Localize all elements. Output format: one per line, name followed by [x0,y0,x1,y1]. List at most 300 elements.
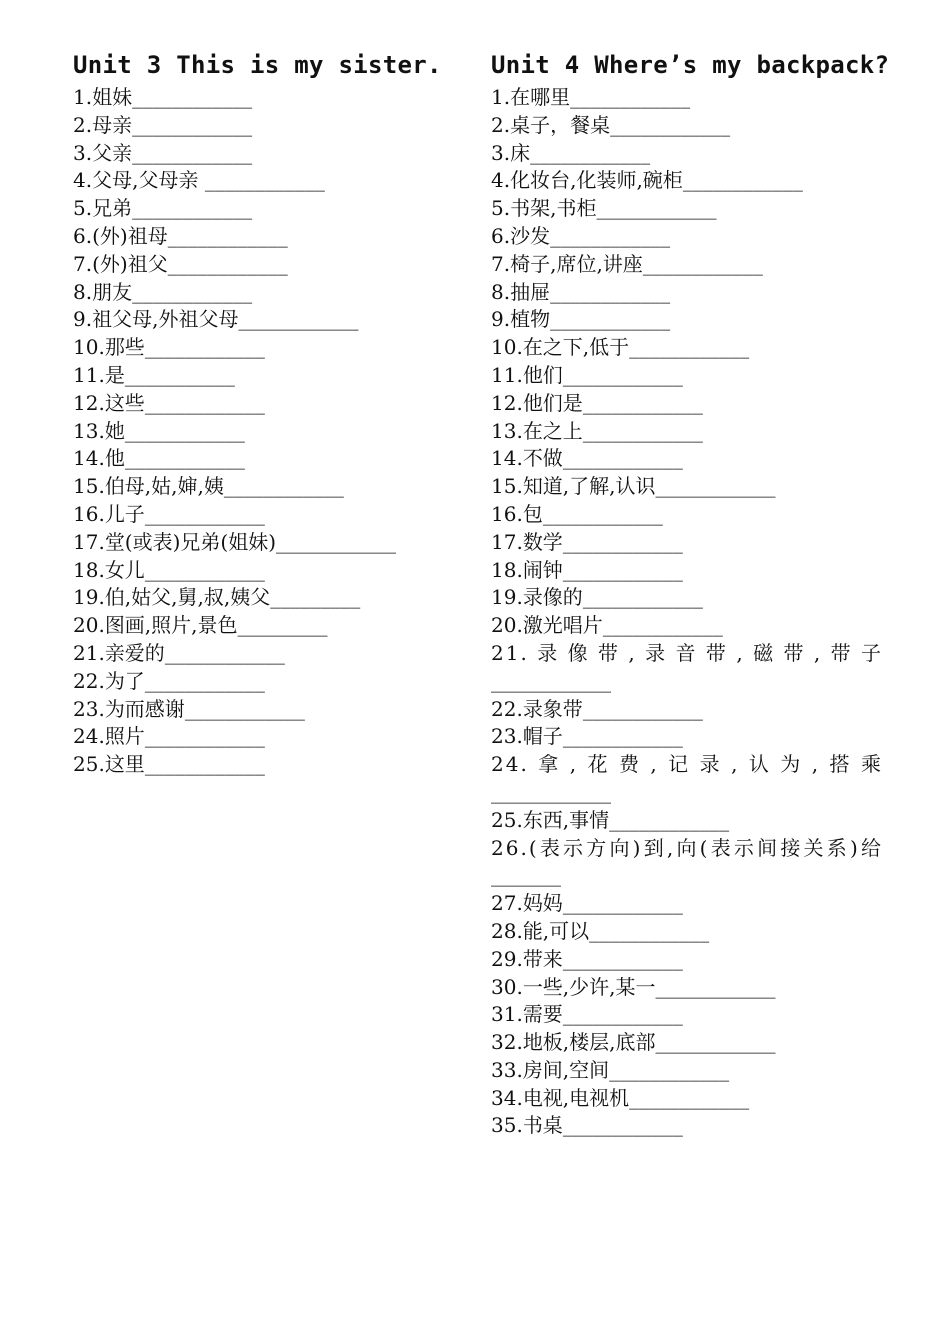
answer-blank[interactable]: ____________ [132,196,253,221]
answer-blank[interactable]: ____________ [238,307,359,332]
vocab-item [491,835,883,891]
vocab-term [73,113,132,137]
answer-blank[interactable]: ____________ [124,446,245,471]
item-number: 3. [491,140,511,165]
term-text: 房间,空间 [522,1057,610,1082]
answer-blank[interactable]: ____________ [132,140,253,165]
vocab-item [491,1029,883,1057]
vocab-term [491,641,883,665]
vocab-item [73,640,463,668]
answer-blank[interactable]: ____________ [132,279,253,304]
item-number: 18. [73,557,105,582]
term-text: 需要 [522,1002,563,1027]
vocab-item [73,584,463,612]
vocab-term [491,836,883,860]
vocab-term [491,1113,563,1137]
vocab-term [491,474,656,498]
item-number: 25. [491,807,523,832]
vocab-item [73,751,463,779]
term-text: 数学 [522,529,563,554]
item-number: 7. [491,251,511,276]
vocab-term [73,502,145,526]
answer-blank[interactable]: ____________ [144,557,265,582]
item-number: 16. [491,501,523,526]
vocab-item [491,418,883,446]
vocab-term [73,85,132,109]
answer-blank[interactable]: ____________ [550,279,671,304]
answer-blank[interactable]: ____________ [582,585,703,610]
vocab-term [73,168,205,192]
vocab-item [491,279,883,307]
term-text: 伯,姑父,舅,叔,姨父 [104,585,271,610]
vocab-item [491,918,883,946]
answer-blank[interactable]: _________ [270,585,361,610]
item-number: 2. [491,112,511,137]
term-text: 为了 [104,668,145,693]
term-text: 姐妹 [92,85,133,109]
answer-blank[interactable]: ____________ [144,335,265,360]
vocab-term [491,113,610,137]
answer-blank[interactable]: ____________ [629,335,750,360]
item-number: 17. [491,529,523,554]
term-text: 朋友 [92,279,133,304]
term-text: (外)祖母 [92,223,168,248]
answer-blank[interactable]: ____________ [570,85,691,109]
vocab-item [491,1112,883,1140]
term-text: 包 [522,501,543,526]
vocab-term [491,919,589,943]
item-number: 4. [73,168,93,193]
term-text: 激光唱片 [522,613,603,638]
vocab-item [491,557,883,585]
term-text: 闹钟 [522,557,563,582]
vocab-item [491,390,883,418]
vocab-item [491,696,883,724]
vocab-item [491,473,883,501]
vocab-item [73,251,463,279]
unit-3-title: Unit 3 This is my sister. [73,51,442,79]
vocab-item [491,140,883,168]
vocab-term [73,752,145,776]
vocab-item [491,529,883,557]
term-text: 父亲 [92,140,133,165]
vocab-item [491,362,883,390]
vocab-item [73,696,463,724]
term-text: 带来 [522,946,563,971]
item-number: 9. [73,307,93,332]
vocab-item [491,612,883,640]
vocab-term [73,585,270,609]
answer-blank[interactable]: ____________ [562,946,683,971]
vocab-item [491,723,883,751]
vocab-item [491,306,883,334]
answer-blank[interactable]: ____________ [144,501,265,526]
item-number: 1. [73,85,93,109]
term-text: 她 [104,418,125,443]
vocab-item [73,140,463,168]
term-text: 在之下,低于 [522,335,630,360]
vocab-item [491,501,883,529]
vocab-term [73,391,145,415]
term-text: 这里 [104,752,145,777]
vocab-term [491,724,563,748]
vocab-term [73,224,168,248]
answer-blank[interactable]: ____________ [164,640,285,665]
answer-blank[interactable]: ____________ [132,85,253,109]
term-text: 他们 [522,362,563,387]
item-number: 22. [491,696,523,721]
vocab-term [73,697,185,721]
vocab-term [491,252,643,276]
vocab-term [491,280,550,304]
unit-4-title: Unit 4 Where’s my backpack? [491,51,890,79]
term-text: 抽屉 [510,279,551,304]
answer-blank[interactable]: ____________ [144,390,265,415]
answer-blank[interactable]: ____________ [144,752,265,777]
vocab-item [73,223,463,251]
vocab-item [491,195,883,223]
item-number: 20. [73,613,105,638]
vocab-term [73,530,276,554]
answer-blank[interactable]: ____________ [144,668,265,693]
vocab-term [73,724,145,748]
term-text: 母亲 [92,112,133,137]
answer-blank[interactable]: ____________ [582,390,703,415]
item-number: 18. [491,557,523,582]
answer-blank[interactable]: ____________ [562,1113,683,1138]
answer-blank[interactable]: ____________ [582,418,703,443]
vocab-item [491,223,883,251]
term-text: 地板,楼层,底部 [522,1030,656,1055]
term-text: 电视,电视机 [522,1085,630,1110]
item-number: 28. [491,918,523,943]
item-number: 23. [491,724,523,749]
answer-blank[interactable]: ____________ [562,1002,683,1027]
answer-blank[interactable]: ____________ [682,168,803,193]
item-number: 19. [491,585,523,610]
vocab-item [491,112,883,140]
vocab-term [491,446,563,470]
item-number: 32. [491,1030,523,1055]
term-text: 父母,父母亲 [92,168,205,193]
answer-blank[interactable]: ____________ [223,474,344,499]
item-number: 24. [73,724,105,749]
vocab-term [73,196,132,220]
item-number: 23. [73,696,105,721]
answer-blank[interactable]: ____________ [562,557,683,582]
item-number: 13. [73,418,105,443]
answer-blank[interactable]: ____________ [655,1030,776,1055]
vocab-term [491,891,563,915]
item-number: 9. [491,307,511,332]
item-number: 34. [491,1085,523,1110]
vocab-term [491,697,583,721]
answer-blank[interactable]: ____________ [655,974,776,999]
item-number: 35. [491,1113,523,1138]
item-number: 12. [73,390,105,415]
term-text: 那些 [104,335,145,360]
vocab-term [491,419,583,443]
item-number: 33. [491,1057,523,1082]
item-number: 7. [73,251,93,276]
item-number: 13. [491,418,523,443]
answer-blank[interactable]: ____________ [602,613,723,638]
item-number: 29. [491,946,523,971]
answer-blank[interactable]: ____________ [530,140,651,165]
answer-blank[interactable]: ____________ [124,418,245,443]
term-text: 兄弟 [92,196,133,221]
answer-blank[interactable]: ____________ [491,779,611,804]
item-number: 11. [73,362,105,387]
vocab-term [73,280,132,304]
vocab-item [491,445,883,473]
vocab-item [73,418,463,446]
term-text: 书桌 [522,1113,563,1138]
term-text: 伯母,姑,婶,姨 [104,474,224,499]
vocab-term [491,947,563,971]
vocab-item [73,668,463,696]
vocab-item [491,974,883,1002]
item-number: 10. [73,335,105,360]
vocab-term [491,224,550,248]
term-text: 拿,花费,记录,认为,搭乘 [528,752,883,777]
answer-blank[interactable]: ____________ [204,168,325,193]
term-text: 在哪里 [510,85,571,109]
vocab-term [491,307,550,331]
term-text: 沙发 [510,223,551,248]
item-number: 6. [491,223,511,248]
vocab-item [73,112,463,140]
term-text: 录像的 [522,585,583,610]
item-number: 15. [491,474,523,499]
vocab-item [491,84,883,112]
answer-blank[interactable]: ____________ [184,696,305,721]
answer-blank[interactable]: ____________ [655,474,776,499]
item-number: 3. [73,140,93,165]
vocab-item [73,306,463,334]
answer-blank[interactable]: ____________ [642,251,763,276]
term-text: 在之上 [522,418,583,443]
vocab-item [491,334,883,362]
item-number: 6. [73,223,93,248]
item-number: 8. [491,279,511,304]
term-text: 录象带 [522,696,583,721]
term-text: 化妆台,化装师,碗柜 [510,168,683,193]
item-number: 19. [73,585,105,610]
vocab-item [491,584,883,612]
item-number: 12. [491,390,523,415]
vocab-term [491,335,629,359]
vocab-term [491,1058,609,1082]
term-text: 椅子,席位,讲座 [510,251,643,276]
vocab-item [73,84,463,112]
answer-blank[interactable]: ____________ [144,724,265,749]
term-text: 女儿 [104,557,145,582]
term-text: 是 [104,362,125,387]
item-number: 17. [73,529,105,554]
answer-blank[interactable]: ____________ [562,529,683,554]
vocab-term [73,558,145,582]
term-text: 这些 [104,390,145,415]
vocab-item [491,890,883,918]
term-text: 录像带,录音带,磁带,带子 [528,640,883,665]
answer-blank[interactable]: ____________ [609,807,730,832]
vocab-term [73,252,168,276]
vocab-term [73,141,132,165]
item-number: 16. [73,501,105,526]
vocab-term [491,530,563,554]
term-text: 床 [510,140,531,165]
term-text: 知道,了解,认识 [522,474,656,499]
item-number: 21. [73,640,105,665]
term-text: 亲爱的 [104,640,165,665]
term-text: 书架,书柜 [510,196,597,221]
item-number: 31. [491,1002,523,1027]
vocab-term [73,613,238,637]
term-text: 能,可以 [522,918,590,943]
vocab-item [73,557,463,585]
vocab-term [491,585,583,609]
item-number: 1. [491,85,511,109]
vocab-item [73,529,463,557]
vocab-item [73,445,463,473]
vocab-item [491,167,883,195]
answer-blank[interactable]: ____________ [167,223,288,248]
vocab-item [491,640,883,696]
unit-3-vocabulary-list [73,84,463,779]
term-text: 照片 [104,724,145,749]
answer-blank[interactable]: ____________ [582,696,703,721]
answer-blank[interactable]: ____________ [542,501,663,526]
term-text: 东西,事情 [522,807,610,832]
unit-4-vocabulary-list [491,84,883,1140]
answer-blank[interactable]: ___________ [124,362,235,387]
vocab-term [491,196,596,220]
answer-blank[interactable]: _________ [237,613,328,638]
vocab-term [491,558,563,582]
vocab-item [491,946,883,974]
item-number: 15. [73,474,105,499]
item-number: 24. [491,752,529,777]
vocab-term [73,669,145,693]
vocab-item [73,501,463,529]
vocab-term [491,975,656,999]
item-number: 2. [73,112,93,137]
term-text: 桌子，餐桌 [510,112,611,137]
term-text: 为而感谢 [104,696,185,721]
term-text: 植物 [510,307,551,332]
vocab-term [73,307,238,331]
vocab-term [491,1002,563,1026]
vocab-term [491,613,603,637]
answer-blank[interactable]: ____________ [132,112,253,137]
vocab-item [73,473,463,501]
answer-blank[interactable]: ____________ [167,251,288,276]
answer-blank[interactable]: ____________ [550,223,671,248]
vocab-term [491,85,570,109]
term-text: 不做 [522,446,563,471]
item-number: 4. [491,168,511,193]
vocab-term [491,1030,656,1054]
answer-blank[interactable]: ____________ [491,668,611,693]
vocab-term [491,141,530,165]
vocab-item [491,1057,883,1085]
answer-blank[interactable]: ____________ [589,918,710,943]
vocab-item [491,751,883,807]
term-text: 堂(或表)兄弟(姐妹) [104,529,277,554]
item-number: 11. [491,362,523,387]
vocab-term [491,363,563,387]
answer-blank[interactable]: ____________ [562,891,683,916]
vocab-term [73,363,125,387]
vocab-term [491,1086,629,1110]
item-number: 20. [491,613,523,638]
vocab-item [491,1085,883,1113]
vocab-term [73,446,125,470]
term-text: (外)祖父 [92,251,168,276]
term-text: 他们是 [522,390,583,415]
answer-blank[interactable]: ____________ [596,196,717,221]
vocab-term [491,752,883,776]
vocab-item [73,362,463,390]
vocab-item [73,723,463,751]
item-number: 14. [73,446,105,471]
vocab-item [73,334,463,362]
vocab-term [491,391,583,415]
item-number: 21. [491,640,529,665]
vocab-item [491,807,883,835]
item-number: 5. [491,196,511,221]
vocab-term [73,419,125,443]
vocab-item [73,195,463,223]
answer-blank[interactable]: ____________ [629,1085,750,1110]
vocab-item [491,251,883,279]
vocab-item [73,167,463,195]
vocab-item [73,279,463,307]
answer-blank[interactable]: ____________ [276,529,397,554]
vocab-term [73,474,224,498]
term-text: 帽子 [522,724,563,749]
vocab-item [491,1001,883,1029]
item-number: 26. [491,835,529,860]
answer-blank[interactable]: ____________ [610,112,731,137]
term-text: 祖父母,外祖父母 [92,307,239,332]
item-number: 30. [491,974,523,999]
term-text: 他 [104,446,125,471]
answer-blank[interactable]: _______ [491,863,561,888]
unit-4-column [491,48,890,1140]
vocab-term [73,335,145,359]
item-number: 14. [491,446,523,471]
vocab-item [73,390,463,418]
term-text: 一些,少许,某一 [522,974,656,999]
answer-blank[interactable]: ____________ [609,1057,730,1082]
vocab-term [491,502,543,526]
unit-3-column [73,48,463,779]
vocab-term [73,641,165,665]
answer-blank[interactable]: ____________ [562,724,683,749]
item-number: 5. [73,196,93,221]
item-number: 25. [73,752,105,777]
vocab-term [491,808,609,832]
answer-blank[interactable]: ____________ [550,307,671,332]
vocab-item [73,612,463,640]
answer-blank[interactable]: ____________ [562,362,683,387]
answer-blank[interactable]: ____________ [562,446,683,471]
term-text: 图画,照片,景色 [104,613,238,638]
vocab-term [491,168,683,192]
item-number: 27. [491,891,523,916]
